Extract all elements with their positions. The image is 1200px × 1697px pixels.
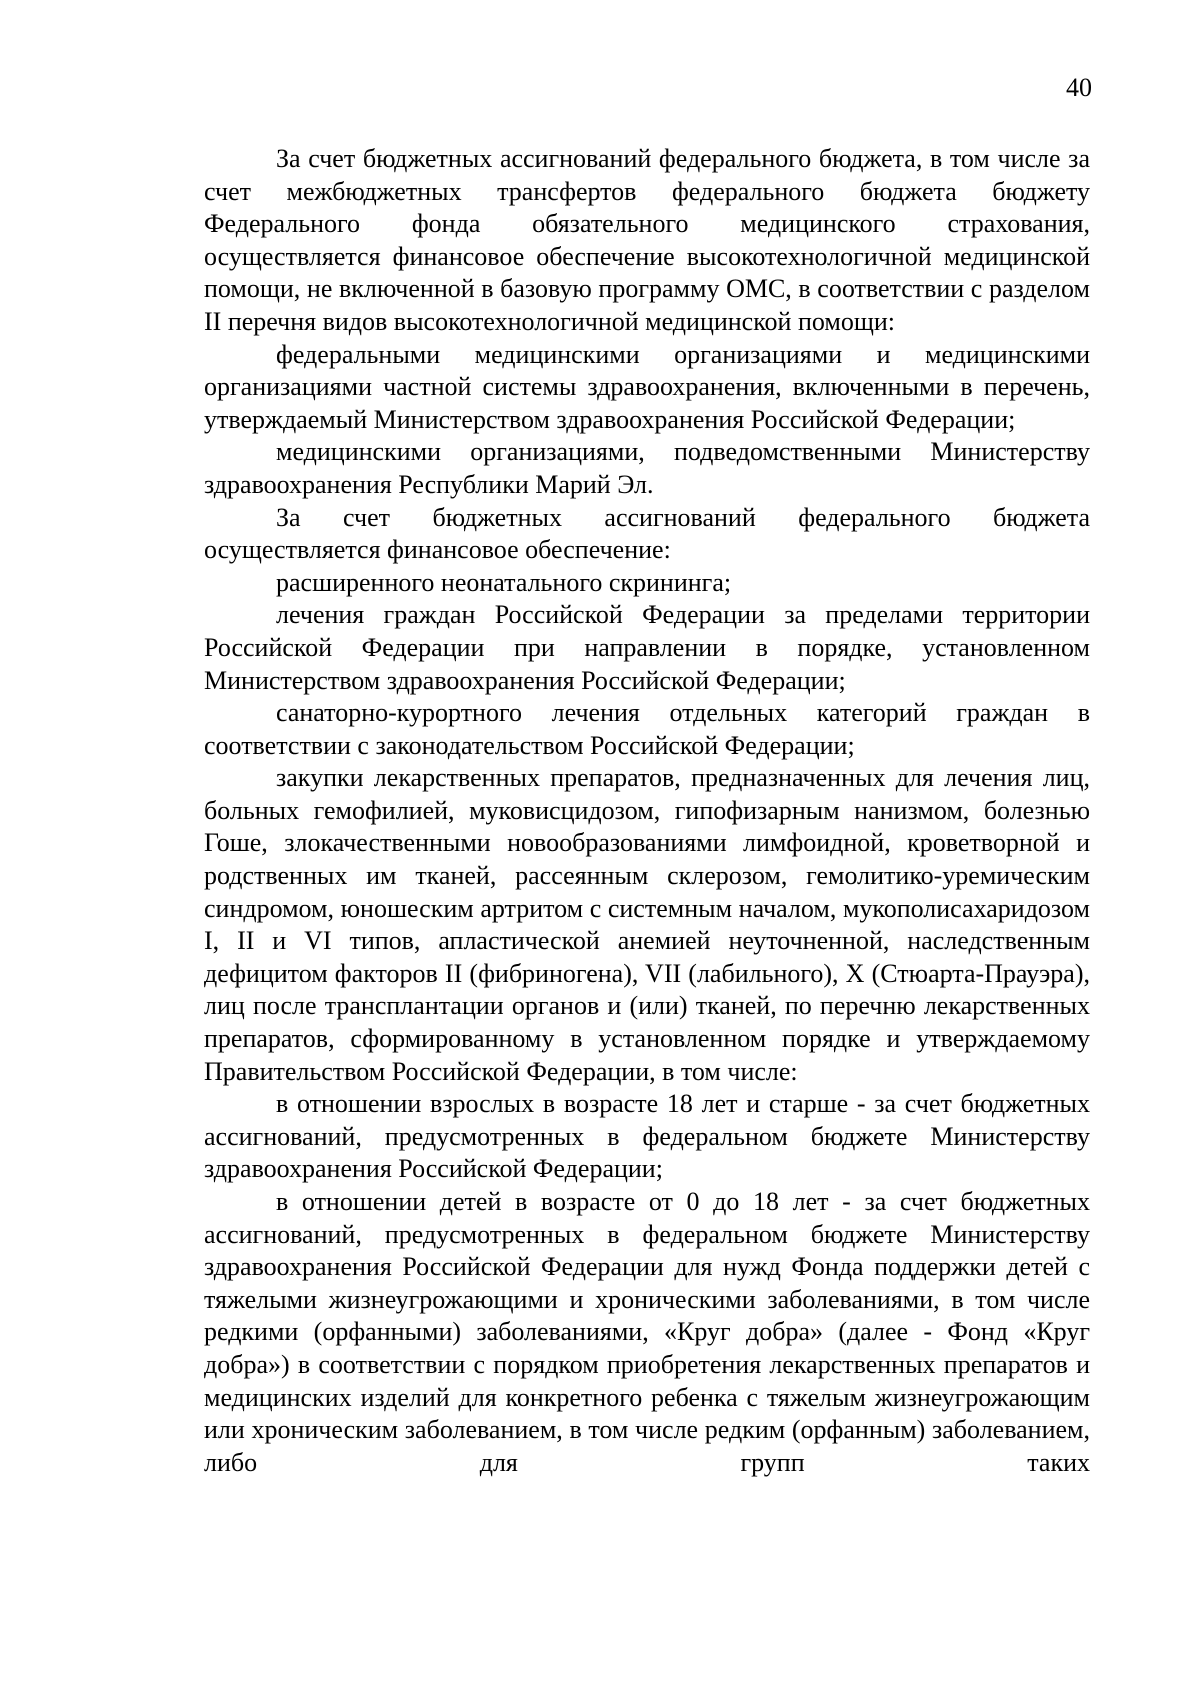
paragraph: За счет бюджетных ассигнований федерального бюджета осуществляется финансовое обеспечение: [204, 502, 1090, 565]
paragraph: санаторно-курортного лечения отдельных категорий граждан в соответствии с законодательством Российской Федерации; [204, 698, 1090, 760]
paragraph: расширенного неонатального скрининга; [276, 567, 732, 597]
page-number: 40 [1066, 73, 1092, 102]
paragraph: закупки лекарственных препаратов, предназначенных для лечения лиц, больных гемофилией, муковисцидозом, гипофизарным нанизмом, болезнью Гоше, злокачественными новообразованиями лимфоидной, кроветворной и родственных им тканей, рассеянным склерозом, гемолитико-уремическим синдромом, юношеским артритом с системным началом, мукополисахаридозом I, II и VI типов, апластической анемией неуточненной, наследственным дефицитом факторов II (фибриногена), VII (лабильного), X (Стюарта-Прауэра), лиц после трансплантации органов и (или) тканей, по перечню лекарственных препаратов, сформированному в установленном порядке и утверждаемому Правительством Российской Федерации, в том числе: [204, 763, 1090, 1086]
paragraph: федеральными медицинскими организациями и медицинскими организациями частной системы здравоохранения, включенными в перечень, утверждаемый Министерством здравоохранения Российской Федерации; [204, 339, 1090, 434]
paragraph: в отношении взрослых в возрасте 18 лет и старше - за счет бюджетных ассигнований, предусмотренных в федеральном бюджете Министерству здравоохранения Российской Федерации; [204, 1089, 1090, 1184]
paragraph: лечения граждан Российской Федерации за пределами территории Российской Федерации при направлении в порядке, установленном Министерством здравоохранения Российской Федерации; [204, 600, 1090, 695]
paragraph-last: в отношении детей в возрасте от 0 до 18 лет - за счет бюджетных ассигнований, предусмотренных в федеральном бюджете Министерству здравоохранения Российской Федерации для нужд Фонда поддержки детей с тяжелыми жизнеугрожающими и хроническими заболеваниями, в том числе редкими (орфанными) заболеваниями, «Круг добра» (далее - Фонд «Круг добра») в соответствии с порядком приобретения лекарственных препаратов и медицинских изделий для конкретного ребенка с тяжелым жизнеугрожающим или хроническим заболеванием, в том числе редким (орфанным) заболеванием, либо для групп таких [204, 1187, 1090, 1477]
paragraph: медицинскими организациями, подведомственными Министерству здравоохранения Республики Марий Эл. [204, 437, 1090, 499]
document-body [204, 143, 1090, 1479]
paragraph: За счет бюджетных ассигнований федерального бюджета, в том числе за счет межбюджетных трансфертов федерального бюджета бюджету Федерального фонда обязательного медицинского страхования, осуществляется финансовое обеспечение высокотехнологичной медицинской помощи, не включенной в базовую программу ОМС, в соответствии с разделом II перечня видов высокотехнологичной медицинской помощи: [204, 144, 1090, 336]
